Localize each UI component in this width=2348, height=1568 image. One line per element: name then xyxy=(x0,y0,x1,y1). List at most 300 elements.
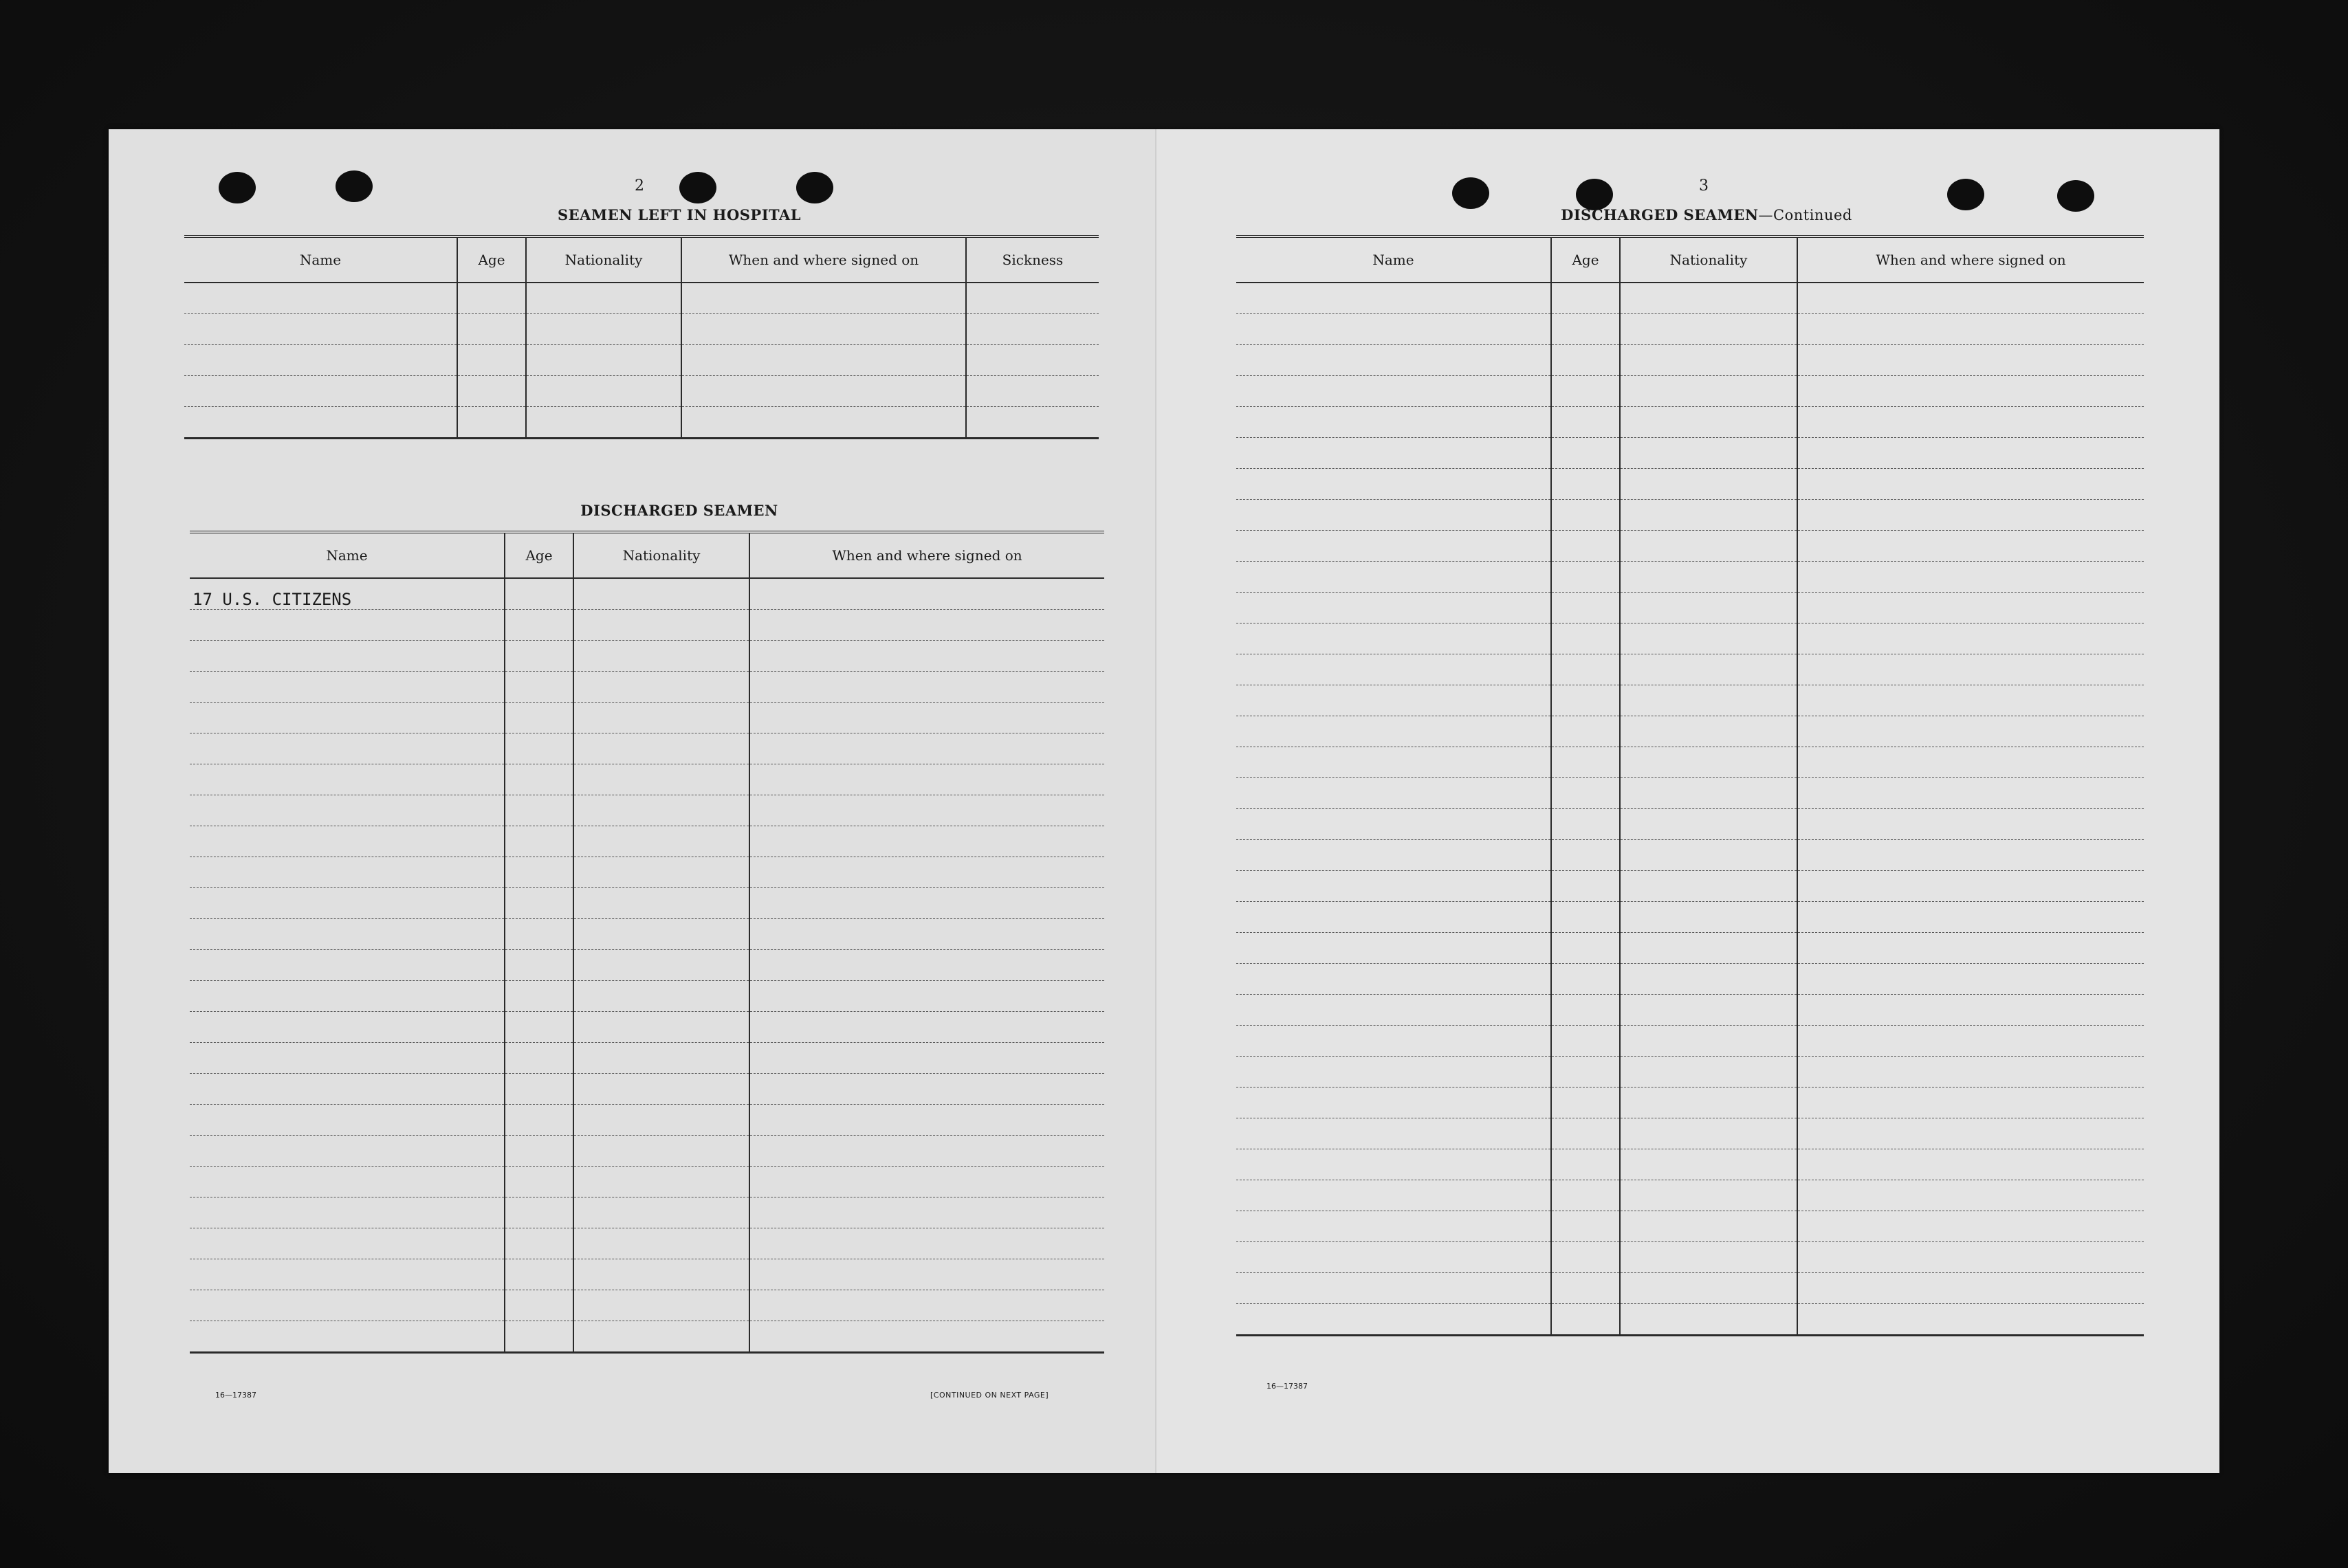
table-cell[interactable] xyxy=(1551,469,1620,500)
table-cell[interactable] xyxy=(1551,345,1620,376)
discharged-title: DISCHARGED SEAMEN xyxy=(1561,206,1759,223)
table-cell[interactable] xyxy=(749,857,1104,888)
table-row xyxy=(184,376,1099,407)
table-cell[interactable] xyxy=(681,283,966,314)
table-cell[interactable] xyxy=(1797,562,2144,593)
table-cell[interactable] xyxy=(573,1136,749,1167)
continued-note: [CONTINUED ON NEXT PAGE] xyxy=(930,1391,1049,1400)
table-cell[interactable] xyxy=(749,826,1104,857)
table-cell[interactable] xyxy=(681,376,966,407)
table-cell[interactable] xyxy=(1620,1026,1797,1057)
table-cell[interactable] xyxy=(505,1259,573,1290)
table-cell[interactable] xyxy=(505,1290,573,1321)
table-row xyxy=(190,610,1104,641)
table-cell[interactable] xyxy=(1551,964,1620,995)
table-cell[interactable] xyxy=(1797,902,2144,933)
table-cell[interactable] xyxy=(1620,1149,1797,1180)
table-cell[interactable] xyxy=(190,919,505,950)
table-cell[interactable] xyxy=(1620,283,1797,314)
table-cell[interactable] xyxy=(190,1290,505,1321)
table-cell[interactable] xyxy=(1797,438,2144,469)
column-header: Age xyxy=(1551,236,1620,283)
table-cell[interactable] xyxy=(573,857,749,888)
table-cell[interactable] xyxy=(457,283,526,314)
table-cell[interactable] xyxy=(1797,469,2144,500)
table-cell[interactable] xyxy=(749,1012,1104,1043)
table-cell[interactable] xyxy=(1620,1118,1797,1149)
table-cell[interactable] xyxy=(1236,593,1551,623)
table-cell[interactable] xyxy=(457,314,526,345)
table-row xyxy=(1236,964,2144,995)
table-cell[interactable] xyxy=(966,376,1099,407)
table-cell[interactable] xyxy=(1620,871,1797,902)
table-row xyxy=(1236,840,2144,871)
table-cell[interactable] xyxy=(190,1197,505,1228)
table-cell[interactable] xyxy=(505,1043,573,1074)
table-cell[interactable] xyxy=(1797,283,2144,314)
table-cell[interactable] xyxy=(1551,314,1620,345)
table-cell[interactable] xyxy=(1797,654,2144,685)
table-cell[interactable] xyxy=(1236,314,1551,345)
table-cell[interactable] xyxy=(1551,593,1620,623)
table-cell[interactable] xyxy=(1236,376,1551,407)
table-cell[interactable] xyxy=(1797,1242,2144,1273)
table-cell[interactable] xyxy=(184,314,457,345)
table-cell[interactable] xyxy=(1797,407,2144,438)
table-cell[interactable] xyxy=(1551,995,1620,1026)
table-cell[interactable] xyxy=(1797,809,2144,840)
table-cell[interactable] xyxy=(1236,1087,1551,1118)
column-header: Nationality xyxy=(573,532,749,578)
table-row xyxy=(1236,1026,2144,1057)
table-cell[interactable] xyxy=(573,1321,749,1353)
table-cell[interactable] xyxy=(1620,438,1797,469)
table-cell[interactable] xyxy=(1620,654,1797,685)
table-cell[interactable] xyxy=(190,1136,505,1167)
table-cell[interactable] xyxy=(573,826,749,857)
table-cell[interactable] xyxy=(190,1228,505,1259)
table-cell[interactable] xyxy=(1620,531,1797,562)
table-cell[interactable] xyxy=(190,1074,505,1105)
table-cell[interactable] xyxy=(1551,809,1620,840)
column-header: Name xyxy=(1236,236,1551,283)
table-cell[interactable] xyxy=(190,703,505,733)
table-cell[interactable] xyxy=(1797,593,2144,623)
table-cell[interactable] xyxy=(505,672,573,703)
table-cell[interactable] xyxy=(190,1012,505,1043)
table-cell[interactable] xyxy=(749,703,1104,733)
table-cell[interactable] xyxy=(1620,685,1797,716)
table-cell[interactable] xyxy=(1620,376,1797,407)
table-cell[interactable] xyxy=(1620,1242,1797,1273)
table-cell[interactable] xyxy=(190,610,505,641)
table-cell[interactable] xyxy=(573,1197,749,1228)
table-cell[interactable] xyxy=(1620,747,1797,778)
discharged-table xyxy=(190,531,1104,1354)
table-cell[interactable] xyxy=(1620,995,1797,1026)
table-cell[interactable] xyxy=(1551,1242,1620,1273)
table-cell[interactable] xyxy=(966,345,1099,376)
table-cell[interactable] xyxy=(573,1228,749,1259)
table-cell[interactable] xyxy=(1797,314,2144,345)
table-header-row xyxy=(1236,236,2144,283)
table-cell[interactable] xyxy=(573,1167,749,1197)
table-cell[interactable] xyxy=(573,1012,749,1043)
table-cell[interactable] xyxy=(1620,469,1797,500)
table-cell[interactable] xyxy=(681,407,966,439)
table-row xyxy=(1236,902,2144,933)
table-cell[interactable] xyxy=(1797,1057,2144,1087)
table-row xyxy=(190,826,1104,857)
table-cell[interactable] xyxy=(505,826,573,857)
table-cell[interactable] xyxy=(505,1136,573,1167)
table-cell[interactable] xyxy=(1551,902,1620,933)
table-cell[interactable] xyxy=(1236,840,1551,871)
table-cell[interactable] xyxy=(457,345,526,376)
table-cell[interactable] xyxy=(1797,531,2144,562)
table-cell[interactable] xyxy=(573,795,749,826)
table-cell[interactable] xyxy=(573,764,749,795)
table-cell[interactable] xyxy=(1236,809,1551,840)
table-cell[interactable] xyxy=(505,764,573,795)
table-cell[interactable] xyxy=(1551,1057,1620,1087)
table-cell[interactable] xyxy=(190,795,505,826)
table-cell[interactable] xyxy=(1797,933,2144,964)
table-cell[interactable] xyxy=(1551,1180,1620,1211)
table-cell[interactable] xyxy=(573,578,749,610)
table-cell[interactable] xyxy=(1551,531,1620,562)
table-cell[interactable] xyxy=(190,1167,505,1197)
table-cell[interactable] xyxy=(505,795,573,826)
table-cell[interactable] xyxy=(749,1043,1104,1074)
table-row xyxy=(190,764,1104,795)
table-cell[interactable] xyxy=(1551,562,1620,593)
table-cell[interactable] xyxy=(1797,1304,2144,1336)
table-cell[interactable] xyxy=(1797,500,2144,531)
table-cell[interactable] xyxy=(1236,654,1551,685)
table-cell[interactable] xyxy=(749,1074,1104,1105)
table-cell[interactable] xyxy=(505,1321,573,1353)
table-cell[interactable] xyxy=(1620,778,1797,809)
table-cell[interactable] xyxy=(1797,1087,2144,1118)
table-cell[interactable] xyxy=(1236,716,1551,747)
punch-hole xyxy=(219,172,256,203)
table-cell[interactable] xyxy=(573,981,749,1012)
table-cell[interactable] xyxy=(505,1228,573,1259)
table-cell[interactable] xyxy=(573,919,749,950)
table-cell[interactable] xyxy=(190,981,505,1012)
table-cell[interactable] xyxy=(505,950,573,981)
table-cell[interactable] xyxy=(573,1290,749,1321)
table-cell[interactable] xyxy=(1620,407,1797,438)
table-cell[interactable] xyxy=(749,981,1104,1012)
table-cell[interactable] xyxy=(1551,933,1620,964)
column-header: Nationality xyxy=(1620,236,1797,283)
table-cell[interactable] xyxy=(1620,964,1797,995)
table-cell[interactable] xyxy=(749,950,1104,981)
table-cell[interactable] xyxy=(1236,1273,1551,1304)
table-cell[interactable] xyxy=(1236,1118,1551,1149)
form-number: 16—17387 xyxy=(215,1391,256,1400)
table-cell[interactable] xyxy=(573,672,749,703)
table-cell[interactable] xyxy=(1551,283,1620,314)
table-cell[interactable] xyxy=(505,1074,573,1105)
table-cell[interactable] xyxy=(1236,283,1551,314)
table-cell[interactable] xyxy=(190,672,505,703)
table-cell[interactable] xyxy=(505,641,573,672)
table-cell[interactable] xyxy=(1797,995,2144,1026)
table-cell[interactable] xyxy=(1236,438,1551,469)
table-cell[interactable] xyxy=(1620,1087,1797,1118)
table-cell[interactable] xyxy=(1236,345,1551,376)
table-cell[interactable] xyxy=(1551,685,1620,716)
table-cell[interactable] xyxy=(1797,840,2144,871)
table-row xyxy=(190,1012,1104,1043)
table-cell[interactable] xyxy=(749,610,1104,641)
table-cell[interactable] xyxy=(526,283,681,314)
table-cell[interactable] xyxy=(1551,1087,1620,1118)
table-row xyxy=(1236,376,2144,407)
table-cell[interactable] xyxy=(749,733,1104,764)
table-cell[interactable] xyxy=(184,407,457,439)
table-cell[interactable] xyxy=(1797,871,2144,902)
table-cell[interactable] xyxy=(1551,871,1620,902)
table-cell[interactable] xyxy=(190,888,505,919)
table-cell[interactable] xyxy=(1797,1149,2144,1180)
table-cell[interactable] xyxy=(966,283,1099,314)
table-cell[interactable] xyxy=(1236,1242,1551,1273)
table-cell[interactable] xyxy=(505,888,573,919)
table-cell[interactable] xyxy=(1620,500,1797,531)
table-cell[interactable] xyxy=(1551,500,1620,531)
table-cell[interactable] xyxy=(1620,623,1797,654)
table-cell[interactable] xyxy=(190,950,505,981)
table-cell[interactable] xyxy=(749,1167,1104,1197)
table-cell[interactable] xyxy=(1797,376,2144,407)
table-cell[interactable] xyxy=(1551,1273,1620,1304)
table-cell[interactable] xyxy=(1551,1149,1620,1180)
table-cell[interactable]: 17 U.S. CITIZENS xyxy=(190,578,505,610)
table-cell[interactable] xyxy=(749,578,1104,610)
table-cell[interactable] xyxy=(1236,995,1551,1026)
table-cell[interactable] xyxy=(1236,685,1551,716)
table-cell[interactable] xyxy=(1797,716,2144,747)
table-cell[interactable] xyxy=(1236,902,1551,933)
table-cell[interactable] xyxy=(1236,778,1551,809)
table-row xyxy=(190,950,1104,981)
table-cell[interactable] xyxy=(1620,933,1797,964)
table-row xyxy=(1236,1242,2144,1273)
table-cell[interactable] xyxy=(190,1259,505,1290)
table-cell[interactable] xyxy=(1236,1026,1551,1057)
table-cell[interactable] xyxy=(1551,376,1620,407)
table-cell[interactable] xyxy=(505,1167,573,1197)
table-cell[interactable] xyxy=(505,1105,573,1136)
table-cell[interactable] xyxy=(1551,716,1620,747)
table-cell[interactable] xyxy=(505,610,573,641)
table-cell[interactable] xyxy=(1236,964,1551,995)
table-cell[interactable] xyxy=(1797,1180,2144,1211)
table-cell[interactable] xyxy=(505,578,573,610)
table-cell[interactable] xyxy=(1620,593,1797,623)
column-header: Age xyxy=(505,532,573,578)
table-cell[interactable] xyxy=(573,888,749,919)
table-cell[interactable] xyxy=(526,407,681,439)
table-cell[interactable] xyxy=(966,314,1099,345)
table-cell[interactable] xyxy=(190,1043,505,1074)
table-row xyxy=(190,672,1104,703)
table-row xyxy=(1236,1118,2144,1149)
table-cell[interactable] xyxy=(1551,407,1620,438)
table-cell[interactable] xyxy=(573,733,749,764)
table-row xyxy=(190,981,1104,1012)
table-cell[interactable] xyxy=(190,1321,505,1353)
table-cell[interactable] xyxy=(1620,840,1797,871)
table-cell[interactable] xyxy=(1620,902,1797,933)
table-row xyxy=(1236,283,2144,314)
table-cell[interactable] xyxy=(1551,778,1620,809)
table-cell[interactable] xyxy=(1236,1180,1551,1211)
table-row xyxy=(1236,438,2144,469)
table-header-row xyxy=(184,236,1099,283)
table-cell[interactable] xyxy=(1620,314,1797,345)
table-cell[interactable] xyxy=(573,1105,749,1136)
table-cell[interactable] xyxy=(505,703,573,733)
table-cell[interactable] xyxy=(749,764,1104,795)
table-cell[interactable] xyxy=(573,703,749,733)
table-row xyxy=(190,1105,1104,1136)
table-cell[interactable] xyxy=(190,826,505,857)
table-cell[interactable] xyxy=(1551,623,1620,654)
table-cell[interactable] xyxy=(749,1321,1104,1353)
table-cell[interactable] xyxy=(749,888,1104,919)
table-cell[interactable] xyxy=(190,857,505,888)
table-cell[interactable] xyxy=(1797,685,2144,716)
table-cell[interactable] xyxy=(1620,1273,1797,1304)
table-cell[interactable] xyxy=(1551,747,1620,778)
table-cell[interactable] xyxy=(749,1259,1104,1290)
table-cell[interactable] xyxy=(1236,623,1551,654)
table-header-row xyxy=(190,532,1104,578)
table-cell[interactable] xyxy=(573,950,749,981)
table-cell[interactable] xyxy=(1797,1118,2144,1149)
table-cell[interactable] xyxy=(1620,809,1797,840)
table-cell[interactable] xyxy=(505,981,573,1012)
table-cell[interactable] xyxy=(190,733,505,764)
table-cell[interactable] xyxy=(573,1043,749,1074)
page-right xyxy=(1155,129,2219,1473)
table-cell[interactable] xyxy=(1620,1180,1797,1211)
table-cell[interactable] xyxy=(1620,345,1797,376)
table-cell[interactable] xyxy=(749,641,1104,672)
table-cell[interactable] xyxy=(1620,562,1797,593)
table-cell[interactable] xyxy=(1551,1304,1620,1336)
table-cell[interactable] xyxy=(749,1105,1104,1136)
table-cell[interactable] xyxy=(505,857,573,888)
punch-hole xyxy=(1452,177,1489,209)
table-cell[interactable] xyxy=(1236,747,1551,778)
table-cell[interactable] xyxy=(966,407,1099,439)
table-cell[interactable] xyxy=(1551,1211,1620,1242)
table-cell[interactable] xyxy=(1236,1057,1551,1087)
table-cell[interactable] xyxy=(505,733,573,764)
table-cell[interactable] xyxy=(1236,1211,1551,1242)
table-row xyxy=(1236,1180,2144,1211)
table-cell[interactable] xyxy=(681,314,966,345)
table-cell[interactable] xyxy=(573,1074,749,1105)
table-cell[interactable] xyxy=(1797,1026,2144,1057)
table-cell[interactable] xyxy=(1236,1149,1551,1180)
table-cell[interactable] xyxy=(573,641,749,672)
table-cell[interactable] xyxy=(1236,871,1551,902)
table-cell[interactable] xyxy=(184,283,457,314)
table-cell[interactable] xyxy=(1236,933,1551,964)
table-cell[interactable] xyxy=(1236,1304,1551,1336)
table-cell[interactable] xyxy=(749,795,1104,826)
table-cell[interactable] xyxy=(526,314,681,345)
discharged-title: DISCHARGED SEAMEN xyxy=(580,502,778,519)
table-cell[interactable] xyxy=(1797,1273,2144,1304)
table-cell[interactable] xyxy=(749,919,1104,950)
table-cell[interactable] xyxy=(1236,562,1551,593)
table-cell[interactable] xyxy=(749,1290,1104,1321)
table-cell[interactable] xyxy=(1551,1118,1620,1149)
table-cell[interactable] xyxy=(1236,407,1551,438)
table-cell[interactable] xyxy=(1236,531,1551,562)
table-cell[interactable] xyxy=(1797,747,2144,778)
table-row xyxy=(184,283,1099,314)
table-cell[interactable] xyxy=(1797,345,2144,376)
table-cell[interactable] xyxy=(1236,469,1551,500)
table-cell[interactable] xyxy=(1797,964,2144,995)
table-cell[interactable] xyxy=(457,407,526,439)
table-cell[interactable] xyxy=(505,1197,573,1228)
table-cell[interactable] xyxy=(749,1197,1104,1228)
table-cell[interactable] xyxy=(457,376,526,407)
table-cell[interactable] xyxy=(1797,778,2144,809)
table-cell[interactable] xyxy=(1551,1026,1620,1057)
table-cell[interactable] xyxy=(190,1105,505,1136)
table-cell[interactable] xyxy=(1551,654,1620,685)
table-cell[interactable] xyxy=(1620,716,1797,747)
table-cell[interactable] xyxy=(573,610,749,641)
table-cell[interactable] xyxy=(1551,438,1620,469)
table-cell[interactable] xyxy=(1236,500,1551,531)
table-cell[interactable] xyxy=(749,672,1104,703)
table-cell[interactable] xyxy=(184,376,457,407)
table-cell[interactable] xyxy=(1620,1304,1797,1336)
table-cell[interactable] xyxy=(184,345,457,376)
table-cell[interactable] xyxy=(681,345,966,376)
table-cell[interactable] xyxy=(526,345,681,376)
page-number: 2 xyxy=(635,177,644,195)
table-cell[interactable] xyxy=(190,764,505,795)
table-cell[interactable] xyxy=(749,1228,1104,1259)
table-cell[interactable] xyxy=(1797,1211,2144,1242)
table-cell[interactable] xyxy=(749,1136,1104,1167)
table-cell[interactable] xyxy=(1620,1057,1797,1087)
table-cell[interactable] xyxy=(526,376,681,407)
hospital-title: SEAMEN LEFT IN HOSPITAL xyxy=(557,206,802,223)
discharged-continued-table xyxy=(1236,235,2144,1336)
table-cell[interactable] xyxy=(573,1259,749,1290)
table-cell[interactable] xyxy=(190,641,505,672)
table-cell[interactable] xyxy=(1797,623,2144,654)
table-cell[interactable] xyxy=(505,919,573,950)
table-cell[interactable] xyxy=(505,1012,573,1043)
table-cell[interactable] xyxy=(1551,840,1620,871)
table-cell[interactable] xyxy=(1620,1211,1797,1242)
